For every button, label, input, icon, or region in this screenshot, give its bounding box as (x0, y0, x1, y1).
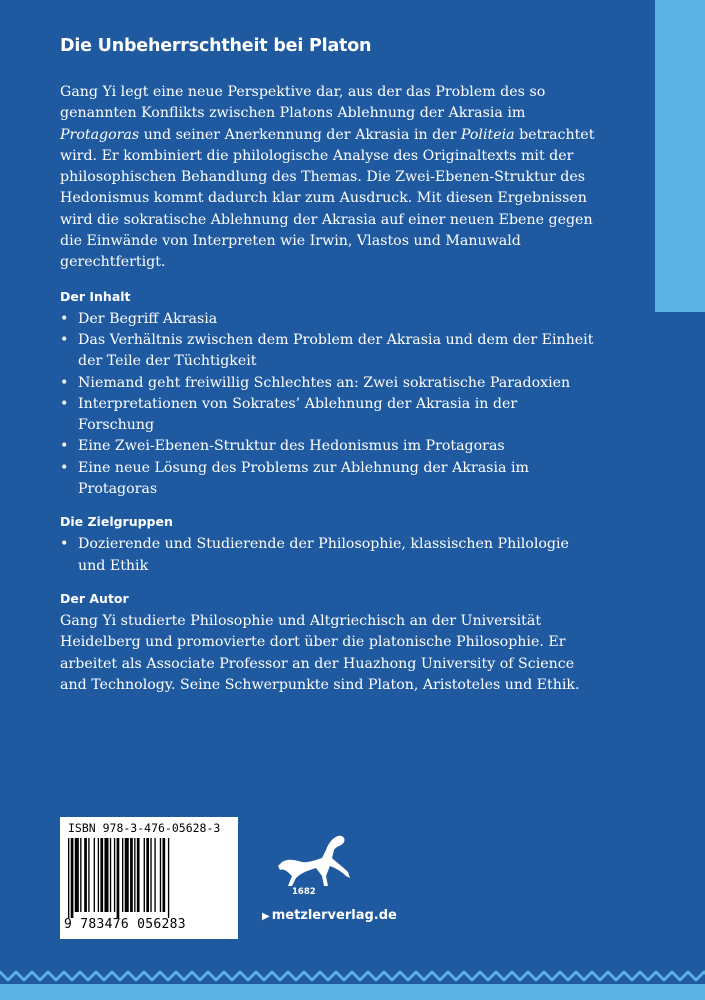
barcode-bar (71, 838, 74, 918)
section-heading-zielgruppen: Die Zielgruppen (60, 514, 173, 530)
work-title-protagoras: Protagoras (60, 126, 140, 143)
barcode-bar (122, 838, 123, 912)
section-heading-inhalt: Der Inhalt (60, 288, 131, 304)
list-item-text: Das Verhältnis zwischen dem Problem der Akrasia und dem der Einheit der Teile der Tüchtigkeit (78, 331, 594, 370)
list-item-text: Der Begriff Akrasia (78, 310, 218, 327)
publisher-url: metzlerverlag.de (271, 908, 397, 923)
section-heading-autor: Der Autor (60, 590, 129, 606)
back-cover-text (60, 36, 595, 696)
barcode-bar (94, 838, 95, 912)
bullet-icon: • (60, 438, 69, 455)
barcode-bar (110, 838, 111, 912)
bullet-icon: • (60, 459, 69, 476)
ean-digits: 9 783476 056283 (64, 917, 186, 932)
barcode-bar (150, 838, 151, 912)
list-item (60, 330, 595, 373)
list-item (60, 534, 595, 577)
barcode-bar (75, 838, 79, 912)
barcode-bar (154, 838, 155, 912)
list-item-text: Eine Zwei-Ebenen-Struktur des Hedonismus im Protagoras (78, 438, 505, 455)
barcode-bar (84, 838, 87, 912)
barcode-bar (168, 838, 169, 918)
list-item-text: Eine neue Lösung des Problems zur Ablehnung der Akrasia im Protagoras (78, 459, 529, 498)
bullet-icon: • (60, 374, 69, 391)
bullet-icon: • (60, 310, 69, 327)
bullet-icon: • (60, 331, 69, 348)
barcode-bar (98, 838, 99, 912)
zielgruppen-list (60, 534, 595, 577)
work-title-politeia: Politeia (460, 126, 515, 143)
horse-logo-icon (276, 832, 356, 892)
arrow-right-icon: ▶ (262, 911, 270, 922)
barcode-bar (117, 838, 120, 918)
book-title: Die Unbeherrschtheit bei Platon (60, 36, 372, 56)
list-item-text: Niemand geht freiwillig Schlechtes an: Zwei sokratische Paradoxien (78, 374, 571, 391)
barcode-bars (68, 838, 228, 918)
barcode-bar (130, 838, 133, 912)
barcode-bar (80, 838, 81, 912)
list-item (60, 309, 595, 330)
intro-paragraph: Gang Yi legt eine neue Perspektive dar, aus der das Problem des so genannten Konflikts zwischen Platons Ablehnung der Akrasia im Protagoras und seiner Anerkennung der Akrasia in der Politeia betrachtet wird. Er kombiniert die philologische Analyse des Originaltexts mit der philosophischen Behandlung des Themas. Die Zwei-Ebenen-Struktur des Hedonismus kommt dadurch klar zum Ausdruck. Mit diesen Ergebnissen wird die sokratische Ablehnung der Akrasia auf einer neuen Ebene gegen die Einwände von Interpreten wie Irwin, Vlastos und Manuwald gerechtfertigt. (60, 84, 595, 271)
barcode-bar (163, 838, 166, 912)
publisher-link[interactable] (262, 908, 397, 923)
barcode-bar (134, 838, 135, 912)
list-item (60, 394, 595, 437)
isbn-label: ISBN 978-3-476-05628-3 (68, 821, 221, 835)
accent-tab (655, 0, 705, 312)
barcode-bar (104, 838, 108, 912)
bullet-icon: • (60, 395, 69, 412)
barcode-bar (146, 838, 149, 912)
barcode (60, 817, 238, 939)
list-item (60, 373, 595, 394)
barcode-bar (114, 838, 115, 912)
list-item-text: Dozierende und Studierende der Philosophie, klassischen Philologie und Ethik (78, 536, 569, 574)
list-item (60, 436, 595, 457)
author-bio: Gang Yi studierte Philosophie und Altgriechisch an der Universität Heidelberg und promovierte dort über die platonische Philosophie. Er arbeitet als Associate Professor an der Huazhong University of Science and Technology. Seine Schwerpunkte sind Platon, Aristoteles und Ethik. (60, 612, 580, 693)
list-item (60, 458, 595, 501)
publisher-year: 1682 (292, 887, 316, 897)
barcode-bar (137, 838, 140, 912)
bullet-icon: • (60, 536, 69, 553)
inhalt-list (60, 309, 595, 501)
barcode-bar (68, 838, 69, 918)
barcode-bar (88, 838, 89, 912)
decorative-border-band (0, 966, 705, 1000)
barcode-bar (100, 838, 103, 912)
barcode-bar (125, 838, 129, 912)
barcode-bar (144, 838, 145, 912)
list-item-text: Interpretationen von Sokrates’ Ablehnung der Akrasia in der Forschung (78, 395, 518, 434)
barcode-bar (160, 838, 161, 912)
